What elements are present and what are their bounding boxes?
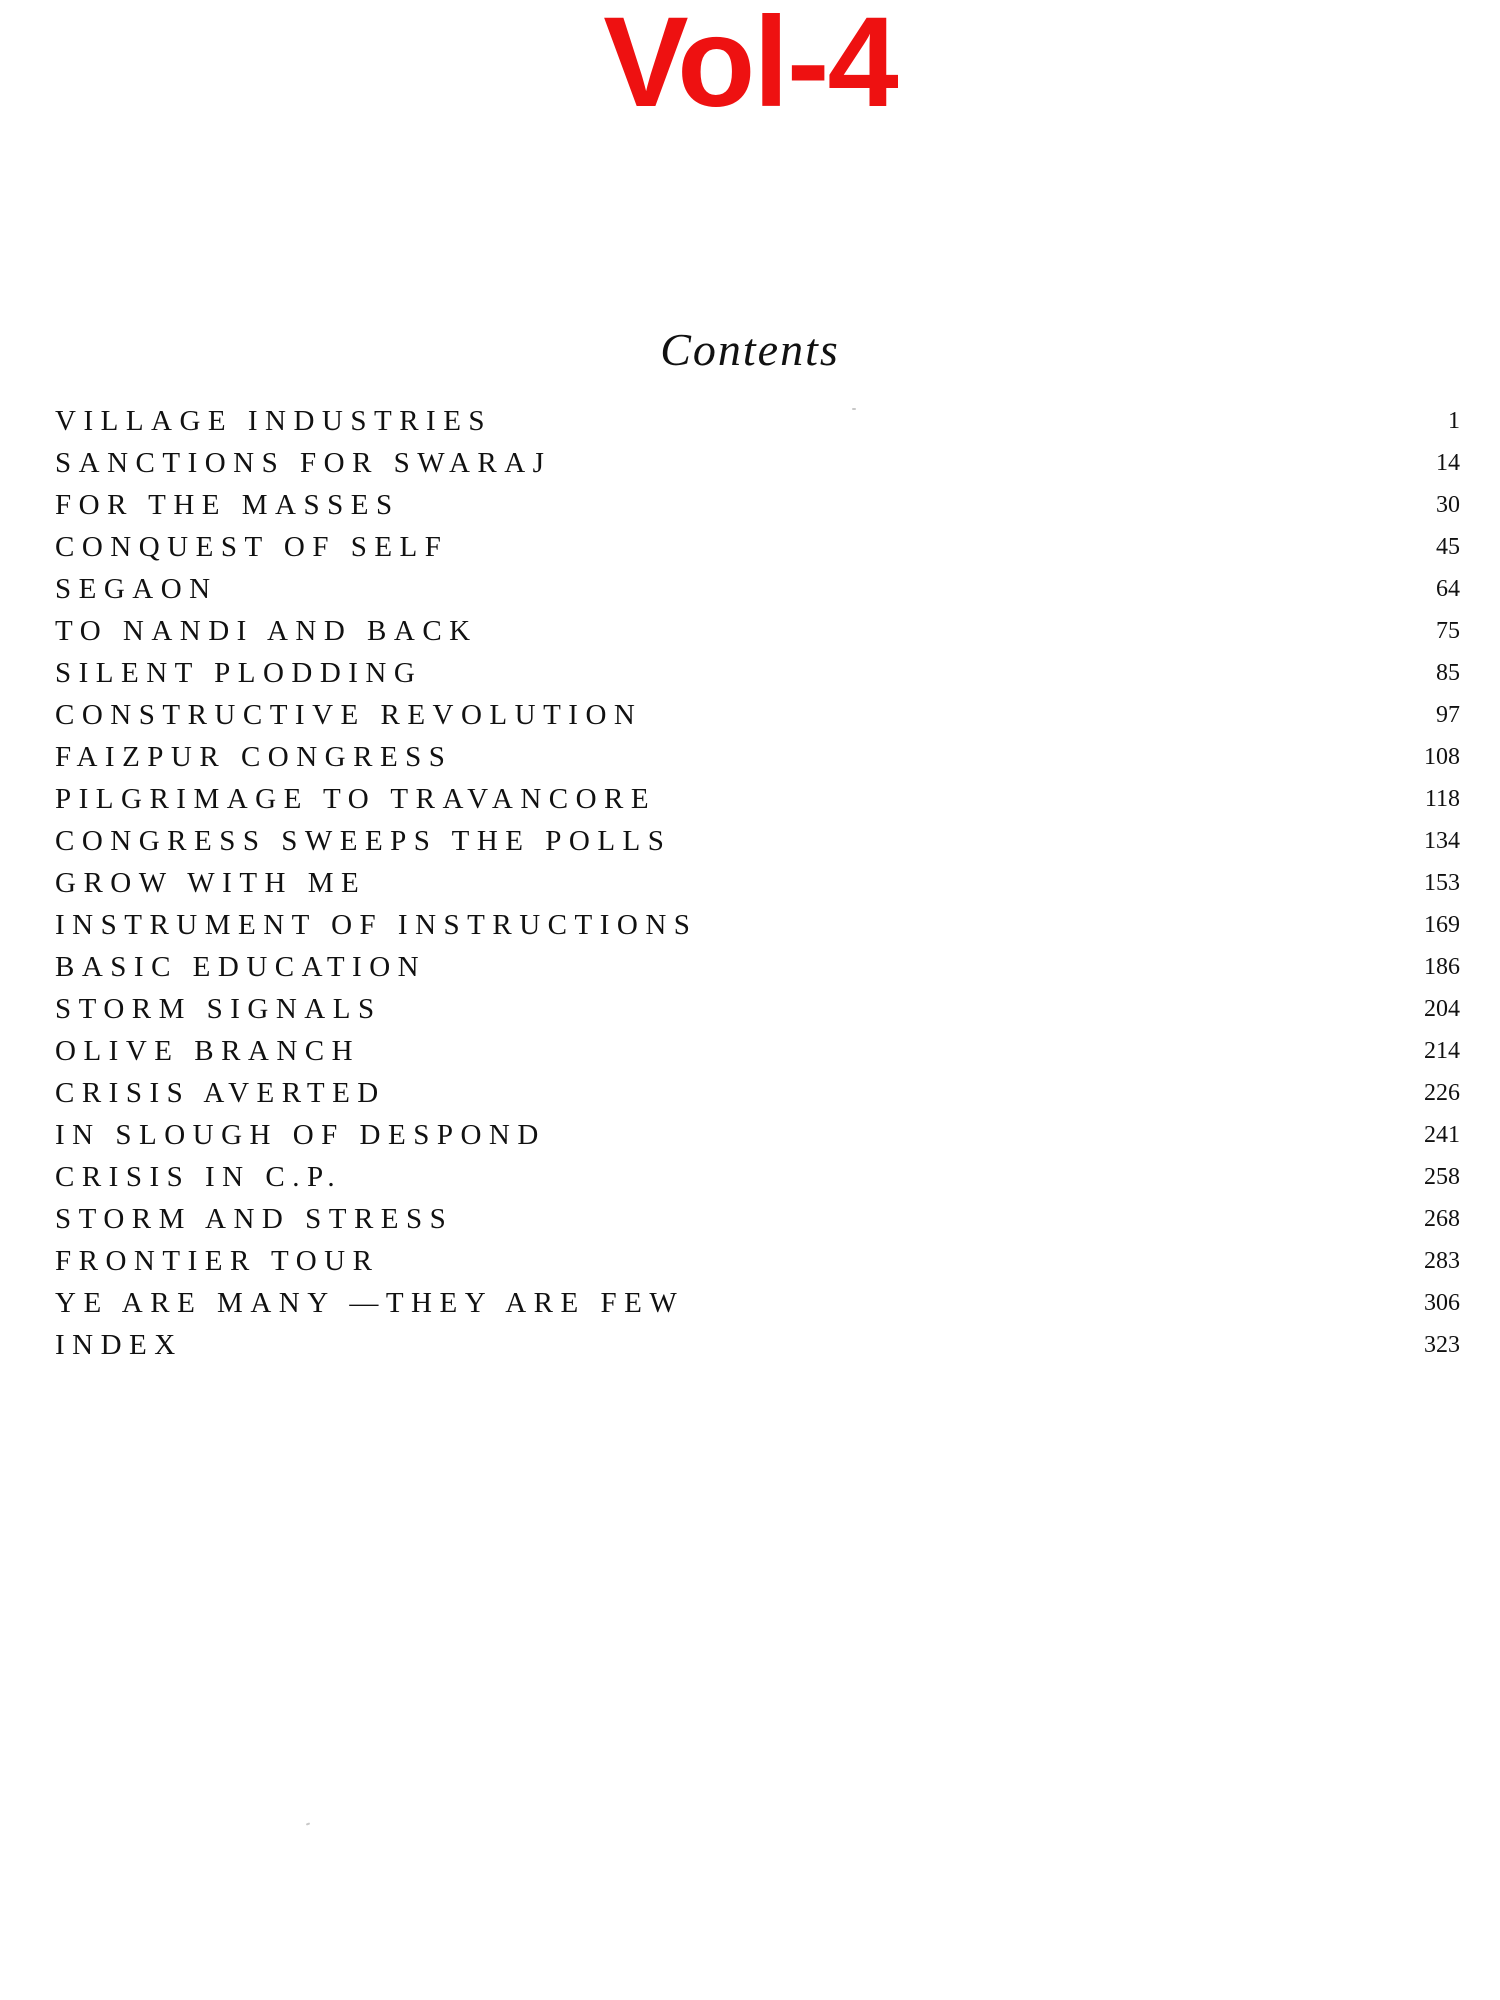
toc-entry (55, 694, 1460, 736)
toc-entry (55, 1282, 1460, 1324)
toc-entry (55, 484, 1460, 526)
toc-entry-title: STORM AND STRESS (55, 1202, 454, 1235)
contents-heading: Contents (660, 324, 840, 375)
toc-entry (55, 610, 1460, 652)
toc-entry-title: SILENT PLODDING (55, 656, 423, 689)
toc-entry (55, 442, 1460, 484)
toc-entry-page-number: 85 (1436, 659, 1460, 686)
toc-entry-title: SEGAON (55, 572, 218, 605)
toc-entry-title: INDEX (55, 1328, 183, 1361)
toc-entry (55, 946, 1460, 988)
toc-entry-page-number: 64 (1436, 575, 1460, 602)
toc-entry-page-number: 306 (1424, 1289, 1460, 1316)
toc-entry (55, 862, 1460, 904)
toc-entry (55, 988, 1460, 1030)
toc-entry-title: CONGRESS SWEEPS THE POLLS (55, 824, 672, 857)
scan-speck (852, 408, 856, 410)
toc-entry-title: STORM SIGNALS (55, 992, 382, 1025)
toc-entry (55, 568, 1460, 610)
toc-entry-title: PILGRIMAGE TO TRAVANCORE (55, 782, 657, 815)
toc-entry-page-number: 226 (1424, 1079, 1460, 1106)
toc-entry-page-number: 323 (1424, 1331, 1460, 1358)
toc-entry-title: YE ARE MANY —THEY ARE FEW (55, 1286, 685, 1319)
toc-entry (55, 400, 1460, 442)
toc-entry-page-number: 14 (1436, 449, 1460, 476)
toc-entry-page-number: 186 (1424, 953, 1460, 980)
toc-entry (55, 1156, 1460, 1198)
toc-entry-title: FAIZPUR CONGRESS (55, 740, 453, 773)
toc-entry-page-number: 97 (1436, 701, 1460, 728)
toc-entry-title: CRISIS AVERTED (55, 1076, 386, 1109)
toc-entry (55, 1072, 1460, 1114)
toc-entry (55, 736, 1460, 778)
toc-entry (55, 1198, 1460, 1240)
toc-entry (55, 778, 1460, 820)
toc-entry-page-number: 45 (1436, 533, 1460, 560)
toc-entry-title: CRISIS IN C.P. (55, 1160, 343, 1193)
volume-label: Vol-4 (603, 0, 897, 134)
toc-entry (55, 526, 1460, 568)
toc-entry-title: SANCTIONS FOR SWARAJ (55, 446, 552, 479)
toc-entry-page-number: 268 (1424, 1205, 1460, 1232)
toc-entry-title: GROW WITH ME (55, 866, 367, 899)
toc-entry-title: FRONTIER TOUR (55, 1244, 380, 1277)
toc-entry-title: CONQUEST OF SELF (55, 530, 449, 563)
toc-entry (55, 1324, 1460, 1366)
toc-entry-title: FOR THE MASSES (55, 488, 400, 521)
toc-entry-page-number: 30 (1436, 491, 1460, 518)
toc-entry (55, 1114, 1460, 1156)
toc-entry-title: BASIC EDUCATION (55, 950, 427, 983)
toc-entry-page-number: 1 (1448, 407, 1460, 434)
toc-entry (55, 1240, 1460, 1282)
toc-entry-page-number: 258 (1424, 1163, 1460, 1190)
toc-entry-title: CONSTRUCTIVE REVOLUTION (55, 698, 643, 731)
toc-entry (55, 652, 1460, 694)
toc-entry-page-number: 169 (1424, 911, 1460, 938)
table-of-contents (55, 400, 1460, 1366)
toc-entry-title: OLIVE BRANCH (55, 1034, 361, 1067)
toc-entry-page-number: 214 (1424, 1037, 1460, 1064)
toc-entry-title: TO NANDI AND BACK (55, 614, 478, 647)
toc-entry (55, 820, 1460, 862)
toc-entry-page-number: 204 (1424, 995, 1460, 1022)
toc-entry-page-number: 241 (1424, 1121, 1460, 1148)
toc-entry-title: INSTRUMENT OF INSTRUCTIONS (55, 908, 698, 941)
toc-entry-page-number: 134 (1424, 827, 1460, 854)
toc-entry (55, 904, 1460, 946)
toc-entry-page-number: 283 (1424, 1247, 1460, 1274)
toc-entry-page-number: 118 (1424, 785, 1460, 812)
toc-entry-page-number: 75 (1436, 617, 1460, 644)
toc-entry-page-number: 153 (1424, 869, 1460, 896)
scan-speck (306, 1822, 310, 1825)
toc-entry (55, 1030, 1460, 1072)
toc-entry-title: VILLAGE INDUSTRIES (55, 404, 493, 437)
toc-entry-page-number: 108 (1424, 743, 1460, 770)
toc-entry-title: IN SLOUGH OF DESPOND (55, 1118, 546, 1151)
